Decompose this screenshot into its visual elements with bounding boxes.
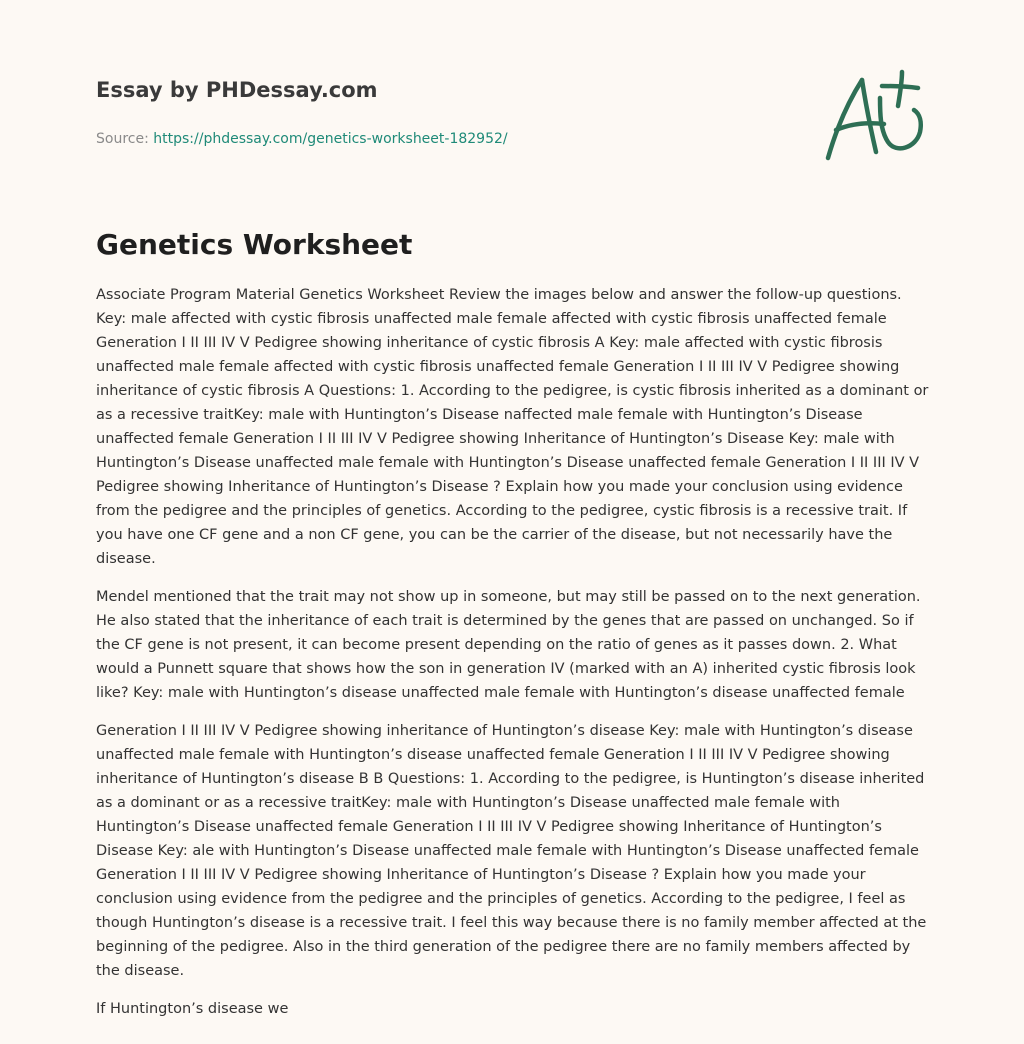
essay-header [96, 76, 856, 149]
source-link[interactable]: https://phdessay.com/genetics-worksheet-182952/ [153, 131, 508, 147]
essay-body [96, 283, 932, 1035]
essay-paragraph: Mendel mentioned that the trait may not show up in someone, but may still be passed on to the next generation. He also stated that the inheritance of each trait is determined by the genes that are passed on unchanged. So if the CF gene is not present, it can become present depending on the ratio of genes as it passes down. 2. What would a Punnett square that shows how the son in generation IV (marked with an A) inherited cystic fibrosis look like? Key: male with Huntington’s disease unaffected male female with Huntington’s disease unaffected female [96, 589, 921, 701]
essay-paragraph: Associate Program Material Genetics Worksheet Review the images below and answer the follow-up questions. Key: male affected with cystic fibrosis unaffected male female affected with cystic fibrosis unaffected female Generation I II III IV V Pedigree showing inheritance of cystic fibrosis A Key: male affected with cystic fibrosis unaffected male female affected with cystic fibrosis unaffected female Generation I II III IV V Pedigree showing inheritance of cystic fibrosis A Questions: 1. According to the pedigree, is cystic fibrosis inherited as a dominant or as a recessive traitKey: male with Huntington’s Disease naffected male female with Huntington’s Disease unaffected female Generation I II III IV V Pedigree showing Inheritance of Huntington’s Disease Key: male with Huntington’s Disease unaffected male female with Huntington’s Disease unaffected female Generation I II III IV V Pedigree showing Inheritance of Huntington’s Disease ? Explain how you made your conclusion using evidence from the pedigree and the principles of genetics. According to the pedigree, cystic fibrosis is a recessive trait. If you have one CF gene and a non CF gene, you can be the carrier of the disease, but not necessarily have the disease. [96, 287, 929, 567]
page-title: Genetics Worksheet [96, 228, 413, 261]
a-plus-logo [822, 68, 926, 164]
essay-paragraph: If Huntington’s disease we [96, 1001, 289, 1017]
source-line [96, 129, 856, 149]
source-label: Source: [96, 131, 149, 147]
brand-title: Essay by PHDessay.com [96, 78, 378, 102]
essay-paragraph: Generation I II III IV V Pedigree showing inheritance of Huntington’s disease Key: male with Huntington’s disease unaffected male female with Huntington’s disease unaffected female Generation I II III IV V Pedigree showing inheritance of Huntington’s disease B B Questions: 1. According to the pedigree, is Huntington’s disease inherited as a dominant or as a recessive traitKey: male with Huntington’s Disease unaffected male female with Huntington’s Disease unaffected female Generation I II III IV V Pedigree showing Inheritance of Huntington’s Disease Key: ale with Huntington’s Disease unaffected male female with Huntington’s Disease unaffected female Generation I II III IV V Pedigree showing Inheritance of Huntington’s Disease ? Explain how you made your conclusion using evidence from the pedigree and the principles of genetics. According to the pedigree, I feel as though Huntington’s disease is a recessive trait. I feel this way because there is no family member affected at the beginning of the pedigree. Also in the third generation of the pedigree there are no family members affected by the disease. [96, 723, 927, 979]
